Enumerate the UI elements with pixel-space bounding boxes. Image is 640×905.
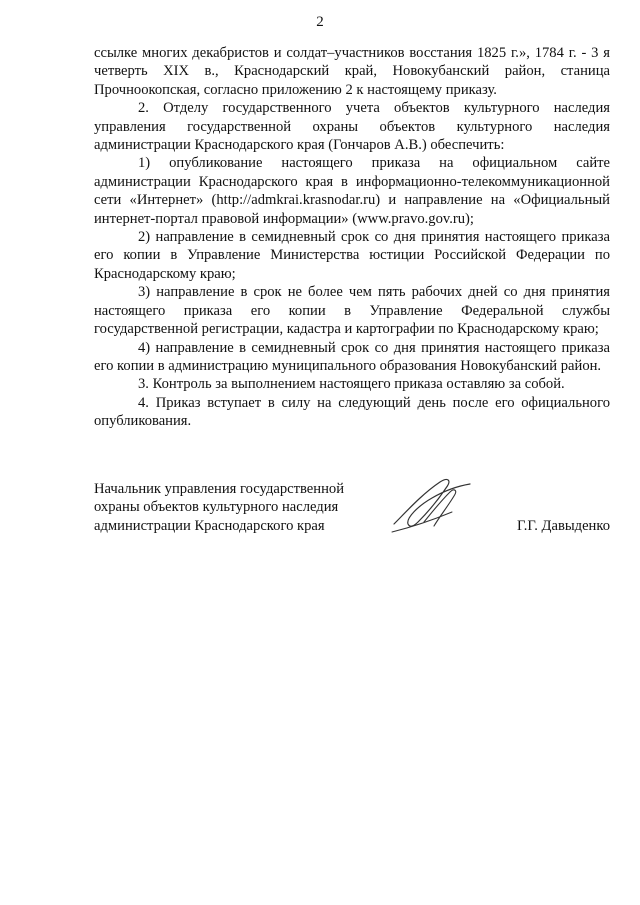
paragraph: 4. Приказ вступает в силу на следующий день после его официального опубликования. — [94, 394, 610, 430]
paragraph: 2. Отделу государственного учета объектов культурного наследия управления государственной охраны объектов культурного наследия администрации Краснодарского края (Гончаров А.В.) обеспечить: — [94, 100, 610, 154]
paragraph: ссылке многих декабристов и солдат–участников восстания 1825 г.», 1784 г. - 3 я четверть XIX в., Краснодарский край, Новокубанский район, станица Прочноокопская, согласно приложению 2 к настоящему приказу. — [94, 45, 610, 98]
paragraph: 4) направление в семидневный срок со дня принятия настоящего приказа его копии в администрацию муниципального образования Новокубанский район. — [94, 339, 610, 374]
signer-title — [94, 480, 394, 535]
signature-block — [94, 480, 610, 540]
page-number: 2 — [316, 14, 324, 30]
signer-name: Г.Г. Давыденко — [516, 518, 610, 534]
document-body — [94, 44, 610, 431]
paragraph: 3. Контроль за выполнением настоящего приказа оставляю за собой. — [138, 376, 565, 393]
signer-title-line: Начальник управления государственной — [94, 481, 345, 497]
signer-title-line: администрации Краснодарского края — [94, 517, 325, 534]
handwritten-signature — [388, 472, 478, 538]
paragraph: 1) опубликование настоящего приказа на официальном сайте администрации Краснодарского края в информационно-телекоммуникационной сети «Интернет» (http://admkrai.krasnodar.ru) и направление на «Официальный интернет-портал правовой информации» (www.pravo.gov.ru); — [94, 155, 610, 227]
signer-title-line: охраны объектов культурного наследия — [94, 499, 339, 516]
paragraph: 2) направление в семидневный срок со дня принятия настоящего приказа его копии в Управление Министерства юстиции Российской Федерации по Краснодарскому краю; — [94, 229, 610, 282]
paragraph: 3) направление в срок не более чем пять рабочих дней со дня принятия настоящего приказа его копии в Управление Федеральной службы государственной регистрации, кадастра и картографии по Краснодарскому краю; — [94, 284, 610, 338]
